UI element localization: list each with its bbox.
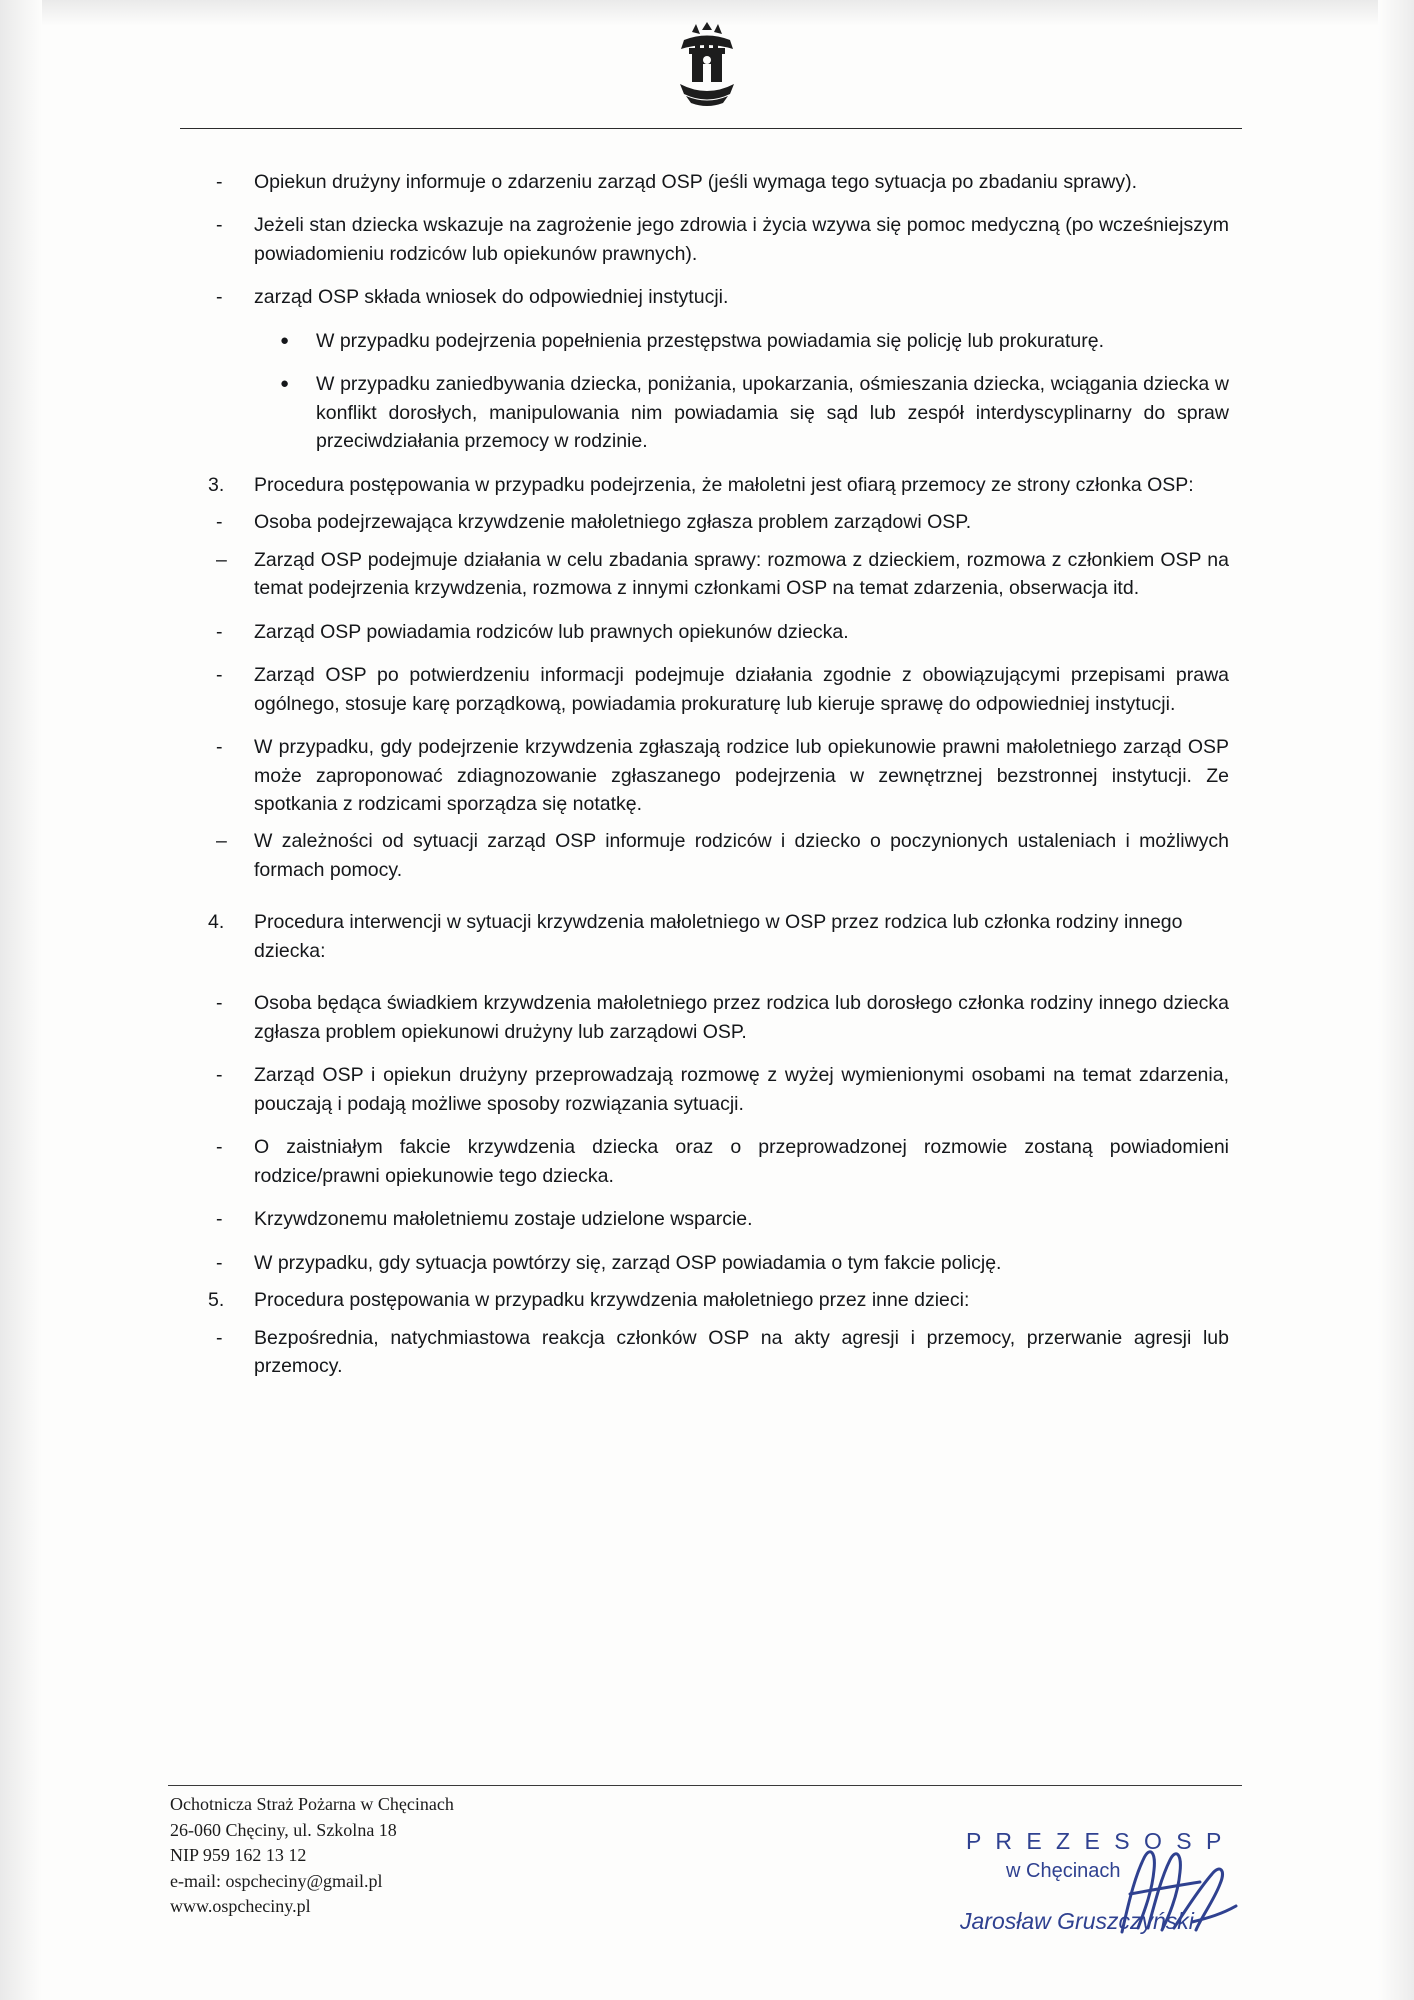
list-item-text: Zarząd OSP powiadamia rodziców lub prawnych opiekunów dziecka. bbox=[254, 620, 849, 643]
list-item bbox=[208, 827, 1229, 884]
list-item bbox=[208, 508, 1229, 536]
list-item bbox=[208, 546, 1229, 603]
scan-edge-left bbox=[0, 0, 42, 2000]
list-item-text: Osoba będąca świadkiem krzywdzenia małoletniego przez rodzica lub dorosłego członka rodziny innego dziecka zgłasza problem opiekunowi drużyny lub zarządowi OSP. bbox=[254, 992, 1229, 1043]
list-item-text: Opiekun drużyny informuje o zdarzeniu zarząd OSP (jeśli wymaga tego sytuacja po zbadaniu sprawy). bbox=[254, 171, 1137, 193]
list-marker: - bbox=[216, 1208, 223, 1231]
list-item-text: W przypadku, gdy sytuacja powtórzy się, zarząd OSP powiadamia o tym fakcie policję. bbox=[254, 1251, 1002, 1274]
list-marker: 3. bbox=[208, 473, 225, 496]
list-item bbox=[208, 283, 1229, 311]
list-marker: – bbox=[216, 548, 227, 571]
list-item bbox=[208, 168, 1229, 196]
list-item bbox=[208, 989, 1229, 1046]
list-item-text: W przypadku podejrzenia popełnienia przestępstwa powiadamia się policję lub prokuraturę. bbox=[316, 329, 1105, 352]
list-marker: 5. bbox=[208, 1289, 225, 1312]
list-marker: - bbox=[216, 214, 223, 237]
footer-address: 26-060 Chęciny, ul. Szkolna 18 bbox=[170, 1819, 397, 1840]
list-marker: - bbox=[216, 1251, 223, 1274]
numbered-paragraph bbox=[208, 908, 1229, 965]
stamp-subtitle: w Chęcinach bbox=[1006, 1860, 1121, 1882]
list-item bbox=[208, 211, 1229, 268]
list-item bbox=[208, 733, 1229, 818]
stamp-name: Jarosław Gruszczyński bbox=[960, 1908, 1194, 1934]
footer-website: www.ospcheciny.pl bbox=[170, 1896, 311, 1917]
list-marker: - bbox=[216, 1326, 223, 1349]
signature-stamp bbox=[954, 1818, 1264, 1948]
list-marker: - bbox=[216, 171, 223, 193]
footer-org-name: Ochotnicza Straż Pożarna w Chęcinach bbox=[170, 1794, 454, 1815]
footer-divider bbox=[168, 1785, 1242, 1786]
list-marker: 4. bbox=[208, 911, 225, 934]
list-marker: - bbox=[216, 664, 223, 687]
bullet-icon: ● bbox=[280, 375, 290, 393]
list-item bbox=[208, 1324, 1229, 1381]
list-item-text: W zależności od sytuacji zarząd OSP informuje rodziców i dziecko o poczynionych ustaleniach i możliwych formach pomocy. bbox=[254, 830, 1229, 881]
header-divider bbox=[180, 128, 1242, 129]
list-marker: - bbox=[216, 620, 223, 643]
list-marker: - bbox=[216, 1136, 223, 1159]
list-marker: - bbox=[216, 286, 223, 309]
list-item bbox=[208, 1249, 1229, 1277]
list-marker: - bbox=[216, 736, 223, 759]
numbered-paragraph-text: Procedura interwencji w sytuacji krzywdzenia małoletniego w OSP przez rodzica lub członka rodziny innego dziecka: bbox=[254, 911, 1183, 962]
numbered-paragraph-text: Procedura postępowania w przypadku krzywdzenia małoletniego przez inne dzieci: bbox=[254, 1289, 970, 1312]
list-marker: - bbox=[216, 511, 223, 534]
numbered-paragraph bbox=[208, 1286, 1229, 1314]
list-item-text: Krzywdzonemu małoletniemu zostaje udzielone wsparcie. bbox=[254, 1208, 753, 1231]
list-item-text: Bezpośrednia, natychmiastowa reakcja członków OSP na akty agresji i przemocy, przerwanie agresji lub przemocy. bbox=[254, 1326, 1229, 1377]
footer-email: e-mail: ospcheciny@gmail.pl bbox=[170, 1870, 383, 1891]
list-item bbox=[208, 1061, 1229, 1118]
list-item bbox=[208, 618, 1229, 646]
list-item-text: Osoba podejrzewająca krzywdzenie małoletniego zgłasza problem zarządowi OSP. bbox=[254, 511, 972, 534]
list-item-text: W przypadku zaniedbywania dziecka, poniżania, upokarzania, ośmieszania dziecka, wciągania dziecka w konflikt dorosłych, manipulowania nim powiadamia się sąd lub zespół interdyscyplinarny do spraw przeciwdziałania przemocy w rodzinie. bbox=[316, 373, 1229, 453]
stamp-title: P R E Z E S O S P bbox=[966, 1828, 1226, 1854]
numbered-paragraph-text: Procedura postępowania w przypadku podejrzenia, że małoletni jest ofiarą przemocy ze strony członka OSP: bbox=[254, 473, 1194, 496]
list-item-text: Jeżeli stan dziecka wskazuje na zagrożenie jego zdrowia i życia wzywa się pomoc medyczną (po wcześniejszym powiadomieniu rodziców lub opiekunów prawnych). bbox=[254, 214, 1229, 265]
list-marker: - bbox=[216, 992, 223, 1015]
list-item-text: zarząd OSP składa wniosek do odpowiedniej instytucji. bbox=[254, 286, 729, 309]
footer-nip: NIP 959 162 13 12 bbox=[170, 1845, 307, 1866]
document-body bbox=[208, 168, 1229, 1395]
list-item-text: W przypadku, gdy podejrzenie krzywdzenia zgłaszają rodzice lub opiekunowie prawni małoletniego zarząd OSP może zaproponować zdiagnozowanie zgłaszanego podejrzenia w zewnętrznej bezstronnej instytucji. Ze spotkania z rodzicami sporządza się notatkę. bbox=[254, 736, 1229, 815]
list-item-text: O zaistniałym fakcie krzywdzenia dziecka oraz o przeprowadzonej rozmowie zostaną powiadomieni rodzice/prawni opiekunowie tego dziecka. bbox=[254, 1136, 1229, 1187]
list-item-text: Zarząd OSP podejmuje działania w celu zbadania sprawy: rozmowa z dzieckiem, rozmowa z członkiem OSP na temat podejrzenia krzywdzenia, rozmowa z innymi członkami OSP na temat zdarzenia, obserwacja itd. bbox=[254, 548, 1229, 600]
list-marker: - bbox=[216, 1064, 223, 1087]
list-item-text: Zarząd OSP po potwierdzeniu informacji podejmuje działania zgodnie z obowiązującymi przepisami prawa ogólnego, stosuje karę porządkową, powiadamia prokuraturę lub kieruje sprawę do odpowiedniej instytucji. bbox=[254, 664, 1229, 715]
list-item bbox=[208, 661, 1229, 718]
handwritten-signature-icon bbox=[1104, 1836, 1254, 1946]
numbered-paragraph bbox=[208, 471, 1229, 499]
list-item bbox=[208, 1133, 1229, 1190]
footer-contact-block bbox=[170, 1792, 454, 1920]
bullet-icon: ● bbox=[280, 331, 290, 349]
scan-edge-right bbox=[1378, 0, 1414, 2000]
list-item bbox=[208, 1205, 1229, 1233]
list-marker: – bbox=[216, 830, 227, 853]
list-item-text: Zarząd OSP i opiekun drużyny przeprowadzają rozmowę z wyżej wymienionymi osobami na temat zdarzenia, pouczają i podają możliwe sposoby rozwiązania sytuacji. bbox=[254, 1064, 1229, 1115]
coat-of-arms-icon bbox=[662, 20, 752, 110]
list-item bbox=[208, 370, 1229, 455]
list-item bbox=[208, 327, 1229, 355]
